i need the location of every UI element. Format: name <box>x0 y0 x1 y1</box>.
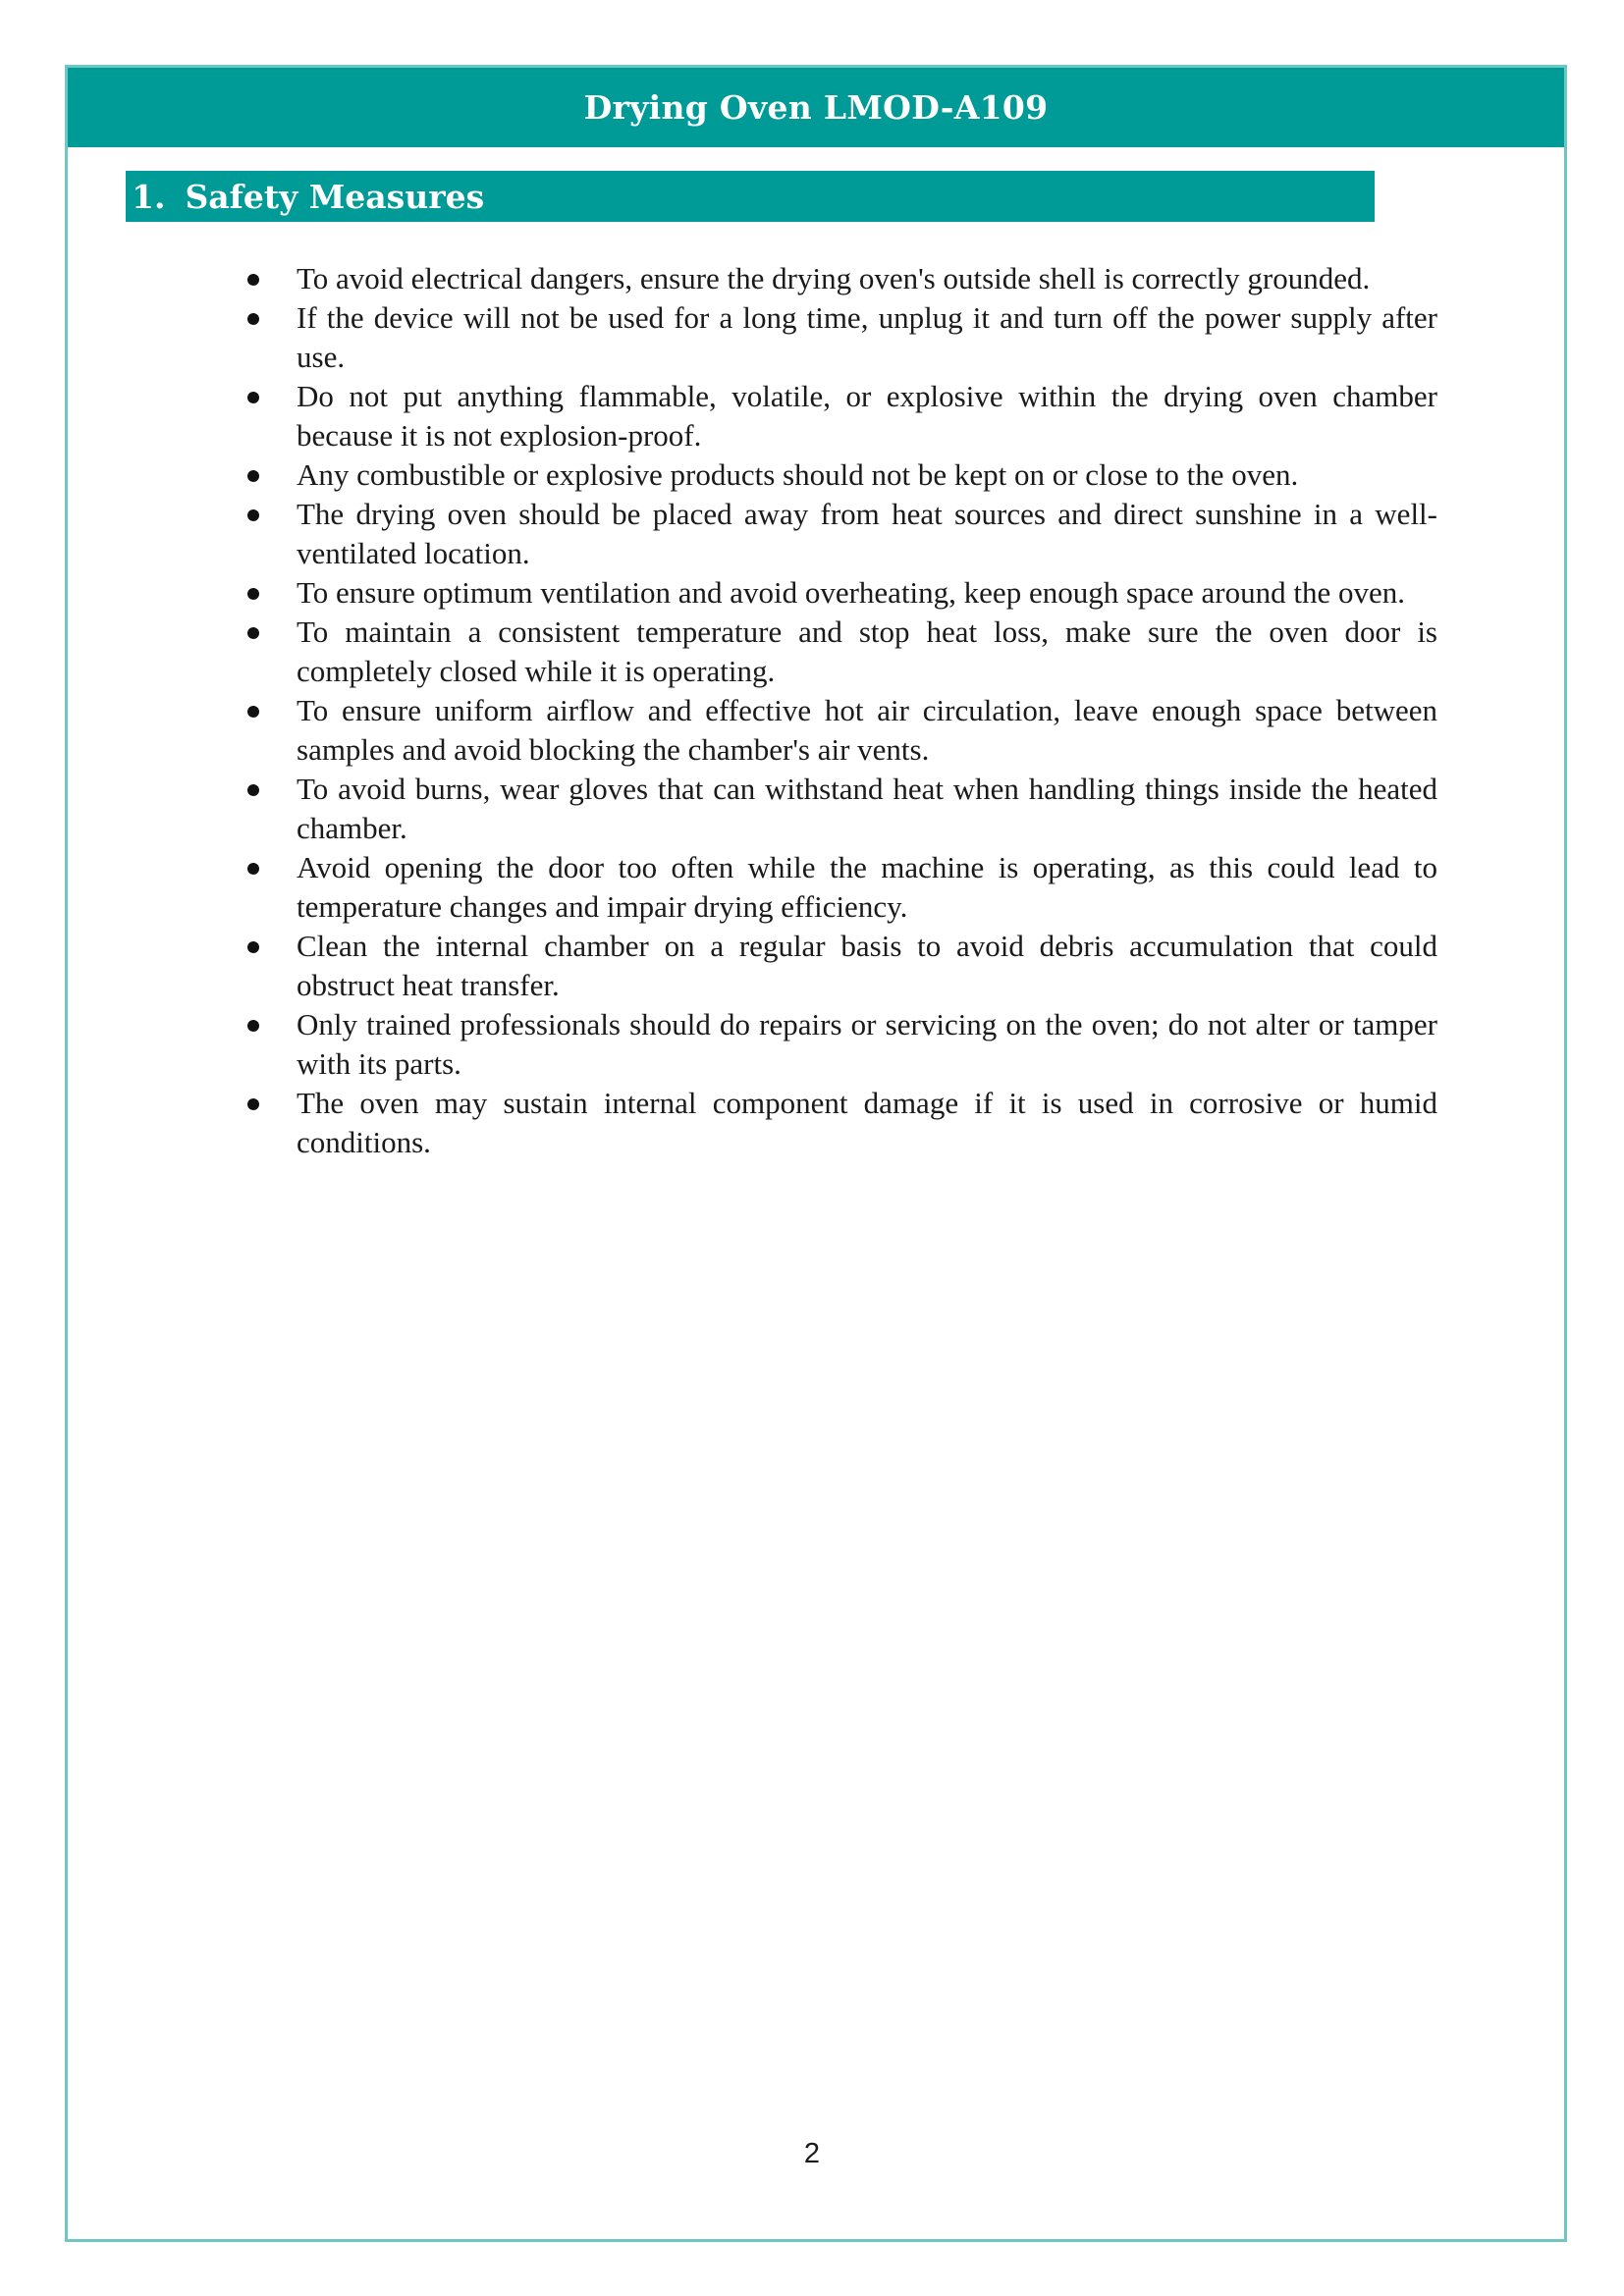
bullet-icon <box>247 509 259 521</box>
list-item <box>230 770 1437 848</box>
list-item <box>230 573 1437 613</box>
list-item-text: To ensure optimum ventilation and avoid overheating, keep enough space around the oven. <box>297 575 1406 610</box>
bullet-icon <box>247 470 259 482</box>
list-item-text: The oven may sustain internal component damage if it is used in corrosive or humid conditions. <box>297 1086 1437 1159</box>
list-item-text: Any combustible or explosive products should not be kept on or close to the oven. <box>297 457 1299 492</box>
list-item <box>230 377 1437 455</box>
list-item-text: Clean the internal chamber on a regular basis to avoid debris accumulation that could obstruct heat transfer. <box>297 929 1437 1002</box>
safety-bullet-list <box>230 259 1437 1162</box>
bullet-icon <box>247 313 259 325</box>
list-item-text: Avoid opening the door too often while the machine is operating, as this could lead to temperature changes and impair drying efficiency. <box>297 850 1437 924</box>
list-item-text: To avoid electrical dangers, ensure the drying oven's outside shell is correctly grounded. <box>297 261 1371 295</box>
bullet-icon <box>247 627 259 639</box>
list-item-text: Only trained professionals should do repairs or servicing on the oven; do not alter or tamper with its parts. <box>297 1007 1437 1081</box>
bullet-icon <box>247 1098 259 1110</box>
list-item-text: To maintain a consistent temperature and stop heat loss, make sure the oven door is completely closed while it is operating. <box>297 614 1437 688</box>
section-heading-safety <box>126 171 1375 222</box>
bullet-icon <box>247 784 259 796</box>
list-item <box>230 691 1437 770</box>
list-item <box>230 495 1437 573</box>
list-item-text: To ensure uniform airflow and effective hot air circulation, leave enough space between samples and avoid blocking the chamber's air vents. <box>297 693 1437 767</box>
section-number: 1. <box>132 177 166 216</box>
bullet-icon <box>247 863 259 875</box>
bullet-icon <box>247 392 259 403</box>
list-item <box>230 927 1437 1005</box>
list-item-text: Do not put anything flammable, volatile, or explosive within the drying oven chamber because it is not explosion-proof. <box>297 379 1437 453</box>
list-item <box>230 848 1437 927</box>
list-item <box>230 613 1437 691</box>
header-band <box>68 68 1564 147</box>
bullet-icon <box>247 941 259 953</box>
list-item <box>230 1005 1437 1084</box>
list-item <box>230 455 1437 495</box>
bullet-icon <box>247 706 259 718</box>
bullet-icon <box>247 1020 259 1032</box>
section-title: Safety Measures <box>185 177 485 216</box>
list-item <box>230 298 1437 377</box>
list-item-text: If the device will not be used for a long time, unplug it and turn off the power supply after use. <box>297 300 1437 374</box>
list-item <box>230 1084 1437 1162</box>
list-item <box>230 259 1437 298</box>
list-item-text: The drying oven should be placed away from heat sources and direct sunshine in a well-ventilated location. <box>297 497 1437 570</box>
list-item-text: To avoid burns, wear gloves that can withstand heat when handling things inside the heated chamber. <box>297 772 1437 845</box>
bullet-icon <box>247 274 259 286</box>
page-number: 2 <box>803 2138 821 2169</box>
document-title: Drying Oven LMOD-A109 <box>583 88 1049 127</box>
bullet-icon <box>247 588 259 600</box>
